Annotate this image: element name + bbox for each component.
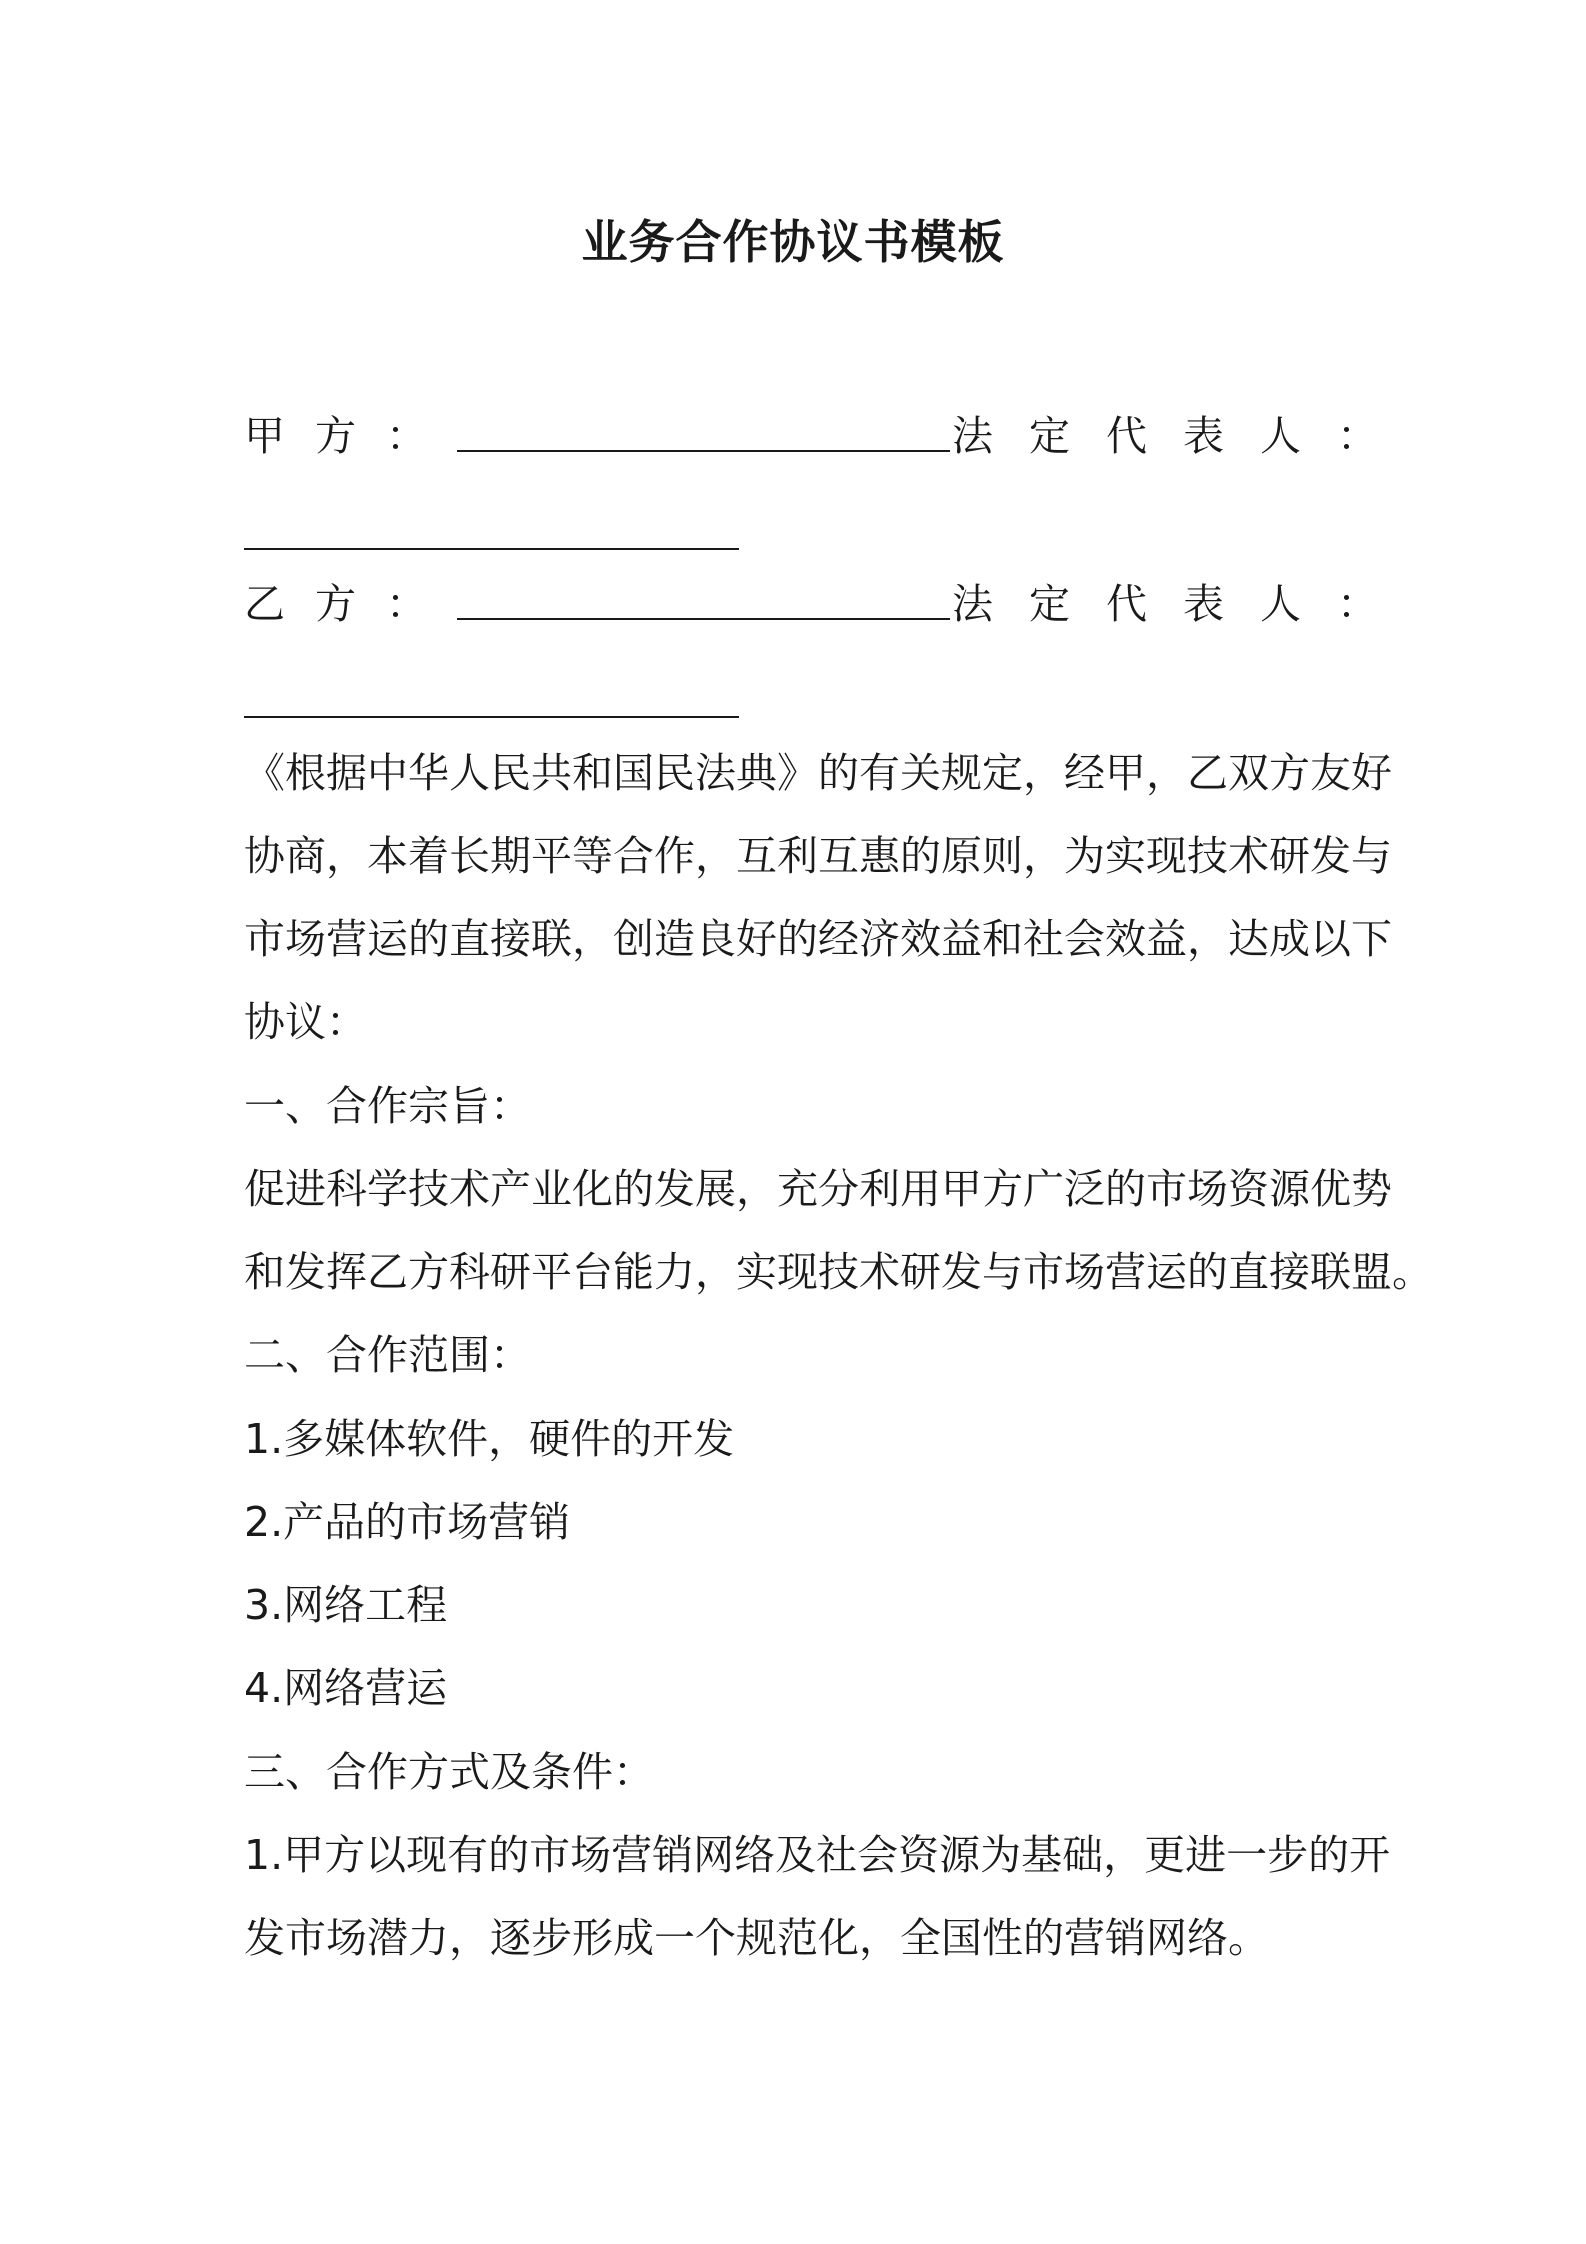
section-3-heading: 三、合作方式及条件： <box>244 1748 654 1796</box>
section-3-line: 1.甲方以现有的市场营销网络及社会资源为基础，更进一步的开 <box>244 1831 1391 1879</box>
party-a-name-blank <box>457 406 950 466</box>
party-b-label: 乙方： <box>244 580 457 628</box>
party-a-label: 甲方： <box>244 412 457 460</box>
section-3-line: 发市场潜力，逐步形成一个规范化，全国性的营销网络。 <box>244 1914 1269 1962</box>
party-b-row <box>244 574 1414 634</box>
section-2-item: 4.网络营运 <box>244 1664 448 1712</box>
party-a-row <box>244 406 1414 466</box>
preamble-line: 市场营运的直接联，创造良好的经济效益和社会效益，达成以下 <box>244 915 1392 963</box>
party-a-rep-blank <box>244 544 739 550</box>
section-2-item: 3.网络工程 <box>244 1581 448 1629</box>
section-2-heading: 二、合作范围： <box>244 1331 531 1379</box>
preamble-line: 协议： <box>244 998 367 1046</box>
party-b-name-blank <box>457 574 950 634</box>
section-1-line: 和发挥乙方科研平台能力，实现技术研发与市场营运的直接联盟。 <box>244 1248 1433 1296</box>
section-2-item: 2.产品的市场营销 <box>244 1498 571 1546</box>
section-2-item: 1.多媒体软件，硬件的开发 <box>244 1415 735 1463</box>
document-title: 业务合作协议书模板 <box>581 215 1005 269</box>
party-b-rep-label: 法定代表人： <box>952 580 1414 628</box>
preamble-line: 《根据中华人民共和国民法典》的有关规定，经甲，乙双方友好 <box>244 749 1392 797</box>
party-a-rep-label: 法定代表人： <box>952 412 1414 460</box>
section-1-heading: 一、合作宗旨： <box>244 1082 531 1130</box>
section-1-line: 促进科学技术产业化的发展，充分利用甲方广泛的市场资源优势 <box>244 1165 1392 1213</box>
preamble-line: 协商，本着长期平等合作，互利互惠的原则，为实现技术研发与 <box>244 832 1392 880</box>
party-b-rep-blank <box>244 712 739 718</box>
